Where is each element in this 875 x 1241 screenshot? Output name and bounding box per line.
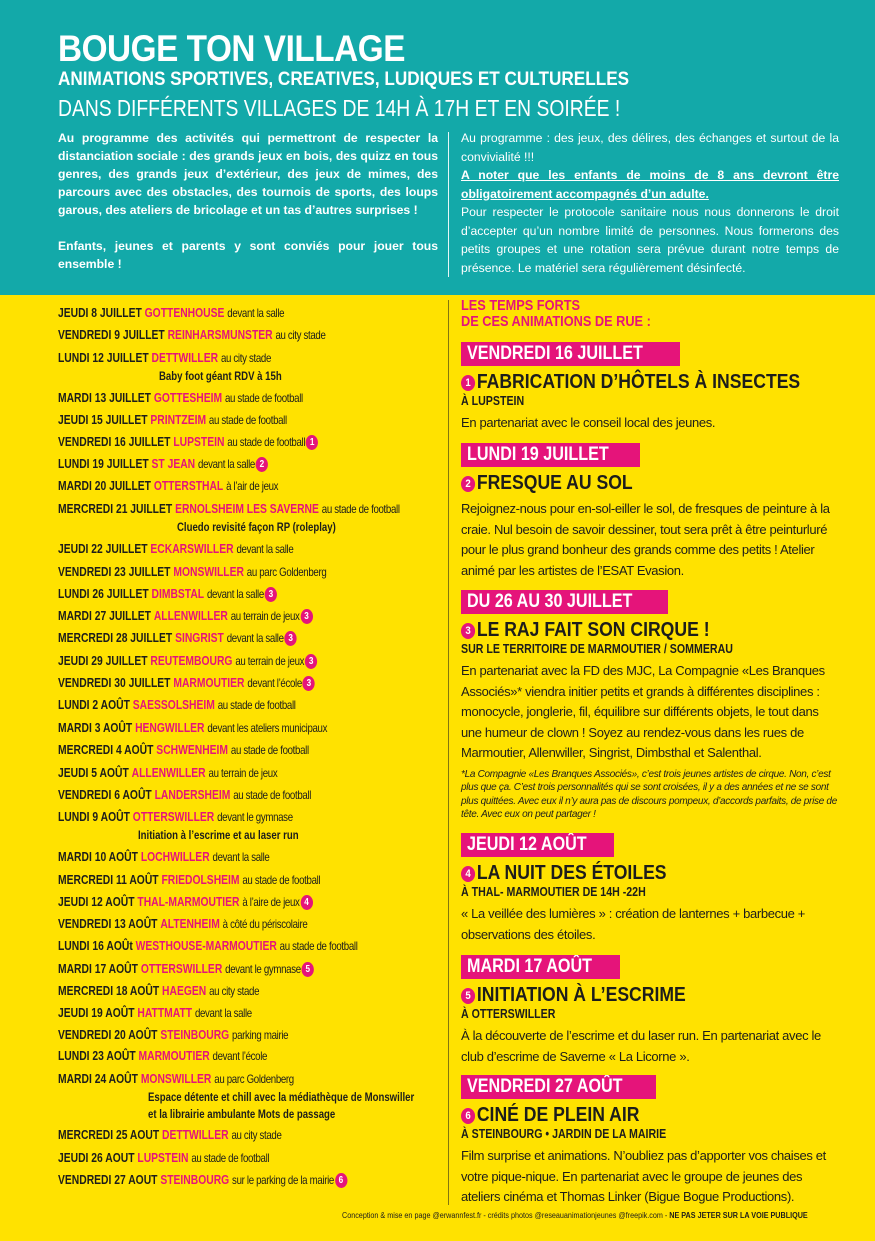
schedule-village: DIMBSTAL [151,587,205,601]
schedule-place: devant le gymnase [225,962,301,976]
schedule-date: MARDI 27 JUILLET [58,609,151,623]
schedule-date: MARDI 3 AOÛT [58,721,133,735]
event-date-tag [461,955,620,979]
event-number-badge: 1 [461,375,475,391]
schedule-date: MERCREDI 18 AOÛT [58,984,160,998]
schedule-village: LANDERSHEIM [154,788,231,802]
event-date: DU 26 AU 30 JUILLET [467,591,633,612]
schedule-village: HENGWILLER [135,721,205,735]
schedule-place: au terrain de jeux [208,766,278,780]
event-title [461,471,794,495]
schedule-row [58,564,326,580]
schedule-village: FRIEDOLSHEIM [161,873,240,887]
schedule-place: parking mairie [232,1028,289,1042]
schedule-place: devant l’école [247,676,302,690]
schedule-date: LUNDI 19 JUILLET [58,457,149,471]
schedule-row [58,390,303,406]
schedule-place: au parc Goldenberg [246,565,327,579]
schedule-village: MONSWILLER [140,1072,212,1086]
schedule-place: au city stade [231,1128,282,1142]
schedule-date: JEUDI 12 AOÛT [58,895,135,909]
schedule-village: SCHWENHEIM [156,743,229,757]
schedule-place: à l’air de jeux [226,479,279,493]
schedule-row [58,541,293,557]
highlight-event [461,1075,839,1208]
event-location: À LUPSTEIN [461,394,525,408]
intro-paragraph: Enfants, jeunes et parents y sont conviés pour jouer tous ensemble ! [58,239,438,271]
page-tagline: DANS DIFFÉRENTS VILLAGES DE 14H À 17H ET EN SOIRÉE ! [58,95,621,121]
schedule-date: MERCREDI 25 AOUT [58,1128,160,1142]
schedule-date: LUNDI 12 JUILLET [58,351,149,365]
schedule-row [58,697,296,713]
schedule-date: VENDREDI 20 AOÛT [58,1028,158,1042]
schedule-row [58,720,327,736]
highlight-event [461,443,839,581]
schedule-place: au terrain de jeux [230,609,300,623]
schedule-village: MARMOUTIER [138,1049,210,1063]
schedule-row [58,809,293,825]
schedule-place: au city stade [209,984,260,998]
schedule-place: devant la salle [226,631,284,645]
schedule-date: VENDREDI 30 JUILLET [58,676,171,690]
schedule-date: MERCREDI 21 JUILLET [58,502,173,516]
schedule-row [58,894,313,910]
schedule-place: au stade de football [233,788,312,802]
schedule-date: JEUDI 15 JUILLET [58,413,148,427]
event-number-badge: 4 [461,866,475,882]
event-date-tag [461,590,668,614]
schedule-row [58,350,271,366]
schedule-place: au stade de football [279,939,358,953]
schedule-place: devant la salle [194,1006,252,1020]
schedule-date: VENDREDI 23 JUILLET [58,565,171,579]
schedule-date: VENDREDI 6 AOÛT [58,788,152,802]
intro-paragraph: Au programme des activités qui permettront de respecter la distanciation sociale : des grands jeux en bois, des quizz en tous genres, des grands jeux d’extérieur, des jeux de mimes, des parcours avec des obstacles, des tournois de sports, des loups garous, des ateliers de bricolage et un tas d’autres surprises ! [58,131,438,217]
schedule-place: devant les ateliers municipaux [207,721,328,735]
schedule-row [58,1071,294,1087]
schedule-row [58,1027,288,1043]
schedule-village: WESTHOUSE-MARMOUTIER [135,939,277,953]
schedule-date: MARDI 17 AOÛT [58,962,138,976]
event-date: MARDI 17 AOÛT [467,956,593,977]
highlight-event [461,833,839,945]
schedule-row [58,305,284,321]
event-title-text: CINÉ DE PLEIN AIR [476,1104,640,1126]
schedule-village: MONSWILLER [173,565,244,579]
header-divider [448,132,449,277]
schedule-place: au stade de football [227,435,306,449]
intro-right-column [461,129,839,277]
schedule-row [58,478,278,494]
schedule-place: devant la salle [198,457,255,471]
event-date-tag [461,443,640,467]
event-number-badge: 5 [302,962,314,977]
schedule-row [58,412,287,428]
schedule-place: au terrain de jeux [235,654,305,668]
schedule-village: LOCHWILLER [140,850,210,864]
event-date-tag [461,342,680,366]
schedule-village: HAEGEN [162,984,207,998]
schedule-date: VENDREDI 13 AOÛT [58,917,158,931]
schedule-village: GOTTENHOUSE [144,306,225,320]
schedule-row [58,434,318,450]
schedule-row [58,1127,282,1143]
schedule-date: MERCREDI 4 AOÛT [58,743,154,757]
schedule-place: devant la salle [227,306,285,320]
schedule-row [58,327,326,343]
event-number-badge: 2 [256,457,268,472]
schedule-village: STEINBOURG [160,1173,230,1187]
column-divider [448,300,449,1205]
litter-notice: NE PAS JETER SUR LA VOIE PUBLIQUE [669,1211,808,1220]
schedule-date: MERCREDI 11 AOÛT [58,873,159,887]
schedule-date: VENDREDI 16 JUILLET [58,435,171,449]
schedule-village: ERNOLSHEIM LES SAVERNE [175,502,319,516]
schedule-village: GOTTESHEIM [153,391,223,405]
schedule-village: PRINTZEIM [150,413,207,427]
schedule-row [58,608,313,624]
event-description: Film surprise et animations. N’oubliez pas d’apporter vos chaises et votre pique-nique. En partenariat avec le groupe de jeunes des ateliers cinéma et Thomas Linker (Bigue Bogue Productions). [461,1148,826,1204]
schedule-village: OTTERSWILLER [140,962,223,976]
header-banner [0,0,875,295]
event-number-badge: 5 [461,988,475,1004]
schedule-date: JEUDI 22 JUILLET [58,542,148,556]
schedule-row [58,1005,252,1021]
schedule-row [58,916,307,932]
schedule-row [58,938,358,954]
highlights-title-line: DE CES ANIMATIONS DE RUE : [461,313,651,330]
event-number-badge: 3 [284,631,296,646]
schedule-village: REUTEMBOURG [150,654,233,668]
schedule-place: au stade de football [191,1151,270,1165]
schedule-row [58,653,317,669]
schedule-village: HATTMATT [137,1006,193,1020]
event-title [461,861,794,885]
schedule-row [58,765,277,781]
event-date: JEUDI 12 AOÛT [467,834,587,855]
schedule-place: devant la salle [206,587,264,601]
schedule-date: VENDREDI 9 JUILLET [58,328,165,342]
event-number-badge: 3 [305,654,317,669]
schedule-date: MARDI 10 AOÛT [58,850,138,864]
event-footnote: *La Compagnie «Les Branques Associés», c’est trois jeunes artistes de cirque. Non, c’est plus que ça. C’est trois personnalités qui se sont croisées, il y a des années et ne se sont plus quittées. Avec eux il n’y aura pas de discours pompeux, d’accords parfaits, de prise de tête. Avec eux on peut partager ! [461,768,837,820]
event-date: VENDREDI 27 AOÛT [467,1076,623,1097]
event-location: À STEINBOURG • JARDIN DE LA MAIRIE [461,1127,667,1141]
event-description: En partenariat avec le conseil local des jeunes. [461,415,716,430]
schedule-place: au city stade [220,351,271,365]
schedule-row [58,501,400,517]
intro-left-column [58,129,438,273]
schedule-row [58,1172,347,1188]
schedule-village: ALTENHEIM [160,917,220,931]
schedule-date: JEUDI 29 JUILLET [58,654,148,668]
intro-paragraph: Au programme : des jeux, des délires, des échanges et surtout de la convivialité !!! [461,131,839,164]
schedule-village: OTTERSTHAL [153,479,224,493]
schedule-row [58,983,259,999]
schedule-date: LUNDI 9 AOÛT [58,810,130,824]
schedule-note: Baby foot géant RDV à 15h [159,369,282,383]
schedule-note: et la librairie ambulante Mots de passage [148,1107,336,1121]
schedule-row [58,742,309,758]
schedule-row [58,675,315,691]
event-description: Rejoignez-nous pour en-sol-eiller le sol, de fresques de peinture à la craie. Nul besoin de savoir dessiner, tout sera prêt à être peinturluré pour le plus grand bonheur des grands comme des petits ! Atelier animé par les artistes de l’ESAT Evasion. [461,501,830,578]
schedule-date: MARDI 24 AOÛT [58,1072,138,1086]
event-number-badge: 6 [461,1108,475,1124]
highlight-event [461,955,839,1067]
schedule-village: OTTERSWILLER [132,810,215,824]
schedule-row [58,586,277,602]
schedule-date: JEUDI 8 JUILLET [58,306,142,320]
event-number-badge: 4 [300,895,312,910]
schedule-place: au stade de football [242,873,321,887]
schedule-note: Espace détente et chill avec la médiathèque de Monswiller [148,1090,415,1104]
schedule-date: LUNDI 26 JUILLET [58,587,149,601]
schedule-row [58,961,314,977]
event-title [461,983,794,1007]
schedule-place: au stade de football [224,391,303,405]
schedule-place: au parc Goldenberg [214,1072,294,1086]
age-warning: A noter que les enfants de moins de 8 ans devront être obligatoirement accompagnés d’un adulte. [461,168,839,201]
event-number-badge: 3 [303,676,315,691]
schedule-village: REINHARSMUNSTER [167,328,273,342]
event-number-badge: 1 [306,435,318,450]
event-title-text: FRESQUE AU SOL [476,472,633,494]
event-date-tag [461,1075,656,1099]
schedule-village: LUPSTEIN [137,1151,189,1165]
event-number-badge: 3 [265,587,277,602]
schedule-row [58,1048,267,1064]
highlight-event [461,342,839,434]
event-description: « La veillée des lumières » : création de lanternes + barbecue + observations des étoiles. [461,906,805,942]
schedule-row [58,787,311,803]
event-title-text: LA NUIT DES ÉTOILES [476,862,667,884]
schedule-row [58,456,268,472]
highlight-event [461,590,839,822]
schedule-place: à côté du périscolaire [222,917,308,931]
schedule-village: STEINBOURG [160,1028,230,1042]
schedule-place: au stade de football [208,413,287,427]
schedule-date: VENDREDI 27 AOUT [58,1173,158,1187]
schedule-date: MERCREDI 28 JUILLET [58,631,173,645]
event-number-badge: 3 [300,609,312,624]
event-title [461,370,801,394]
schedule-note: Cluedo revisité façon RP (roleplay) [177,520,336,534]
schedule-village: ALLENWILLER [131,766,206,780]
event-title [461,618,794,642]
event-location: À THAL- MARMOUTIER DE 14H -22H [461,885,646,899]
page-title: BOUGE TON VILLAGE [58,28,405,69]
event-title-text: LE RAJ FAIT SON CIRQUE ! [476,619,710,641]
schedule-village: THAL-MARMOUTIER [137,895,240,909]
event-number-badge: 6 [335,1173,347,1188]
schedule-village: ALLENWILLER [153,609,228,623]
credits-text: Conception & mise en page @erwannfest.fr - crédits photos @reseauanimationjeunes @freepik.com - [342,1211,670,1220]
schedule-row [58,1150,269,1166]
event-location: À OTTERSWILLER [461,1007,556,1021]
schedule-place: au stade de football [230,743,309,757]
event-date-tag [461,833,614,857]
schedule-village: MARMOUTIER [173,676,245,690]
event-number-badge: 3 [461,623,475,639]
schedule-place: devant le gymnase [217,810,293,824]
schedule-date: MARDI 13 JUILLET [58,391,151,405]
event-location: SUR LE TERRITOIRE DE MARMOUTIER / SOMMERAU [461,642,733,656]
event-title-text: FABRICATION D’HÔTELS À INSECTES [476,371,801,393]
schedule-place: au stade de football [321,502,400,516]
footer-credits [342,1211,808,1220]
schedule-village: ECKARSWILLER [150,542,234,556]
event-description: À la découverte de l’escrime et du laser run. En partenariat avec le club d’escrime de Saverne « La Licorne ». [461,1028,821,1064]
schedule-row [58,849,269,865]
schedule-place: à l’aire de jeux [242,895,300,909]
schedule-village: LUPSTEIN [173,435,225,449]
schedule-place: devant l’école [212,1049,268,1063]
highlights-title [461,298,651,330]
schedule-place: au city stade [275,328,326,342]
intro-paragraph: Pour respecter le protocole sanitaire nous nous donnerons le droit d’accepter qu’un nombre limité de personnes. Nous formerons des petits groupes et une rotation sera prévue durant notre temps de présence. Le matériel sera régulièrement désinfecté. [461,205,839,275]
schedule-date: JEUDI 26 AOUT [58,1151,135,1165]
event-date: LUNDI 19 JUILLET [467,444,609,465]
schedule-date: MARDI 20 JUILLET [58,479,151,493]
schedule-village: DETTWILLER [151,351,219,365]
schedule-date: LUNDI 16 AOÛt [58,939,133,953]
event-date: VENDREDI 16 JUILLET [467,343,643,364]
schedule-place: sur le parking de la mairie [232,1173,334,1187]
page-subtitle: ANIMATIONS SPORTIVES, CREATIVES, LUDIQUES ET CULTURELLES [58,68,630,90]
schedule-village: SAESSOLSHEIM [132,698,215,712]
event-number-badge: 2 [461,476,475,492]
schedule-date: LUNDI 2 AOÛT [58,698,130,712]
event-title [461,1103,794,1127]
schedule-date: LUNDI 23 AOÛT [58,1049,136,1063]
highlights-title-line: LES TEMPS FORTS [461,297,581,314]
schedule-place: au stade de football [217,698,296,712]
schedule-row [58,630,297,646]
event-description: En partenariat avec la FD des MJC, La Compagnie «Les Branques Associés»* viendra initier petits et grands à différentes disciplines : monocycle, jonglerie, fil, équilibre sur différents objets, le tout dans une humeur de clown ! Soyez au rendez-vous dans les rues de Marmoutier, Allenwiller, Singrist, Dimbsthal et Salenthal. [461,663,825,760]
schedule-note: Initiation à l’escrime et au laser run [138,828,299,842]
schedule-date: JEUDI 5 AOÛT [58,766,129,780]
schedule-date: JEUDI 19 AOÛT [58,1006,135,1020]
schedule-village: DETTWILLER [162,1128,229,1142]
schedule-village: SINGRIST [175,631,224,645]
schedule-place: devant la salle [236,542,294,556]
schedule-place: devant la salle [212,850,270,864]
schedule-row [58,872,320,888]
schedule-village: ST JEAN [151,457,196,471]
event-title-text: INITIATION À L’ESCRIME [476,984,686,1006]
